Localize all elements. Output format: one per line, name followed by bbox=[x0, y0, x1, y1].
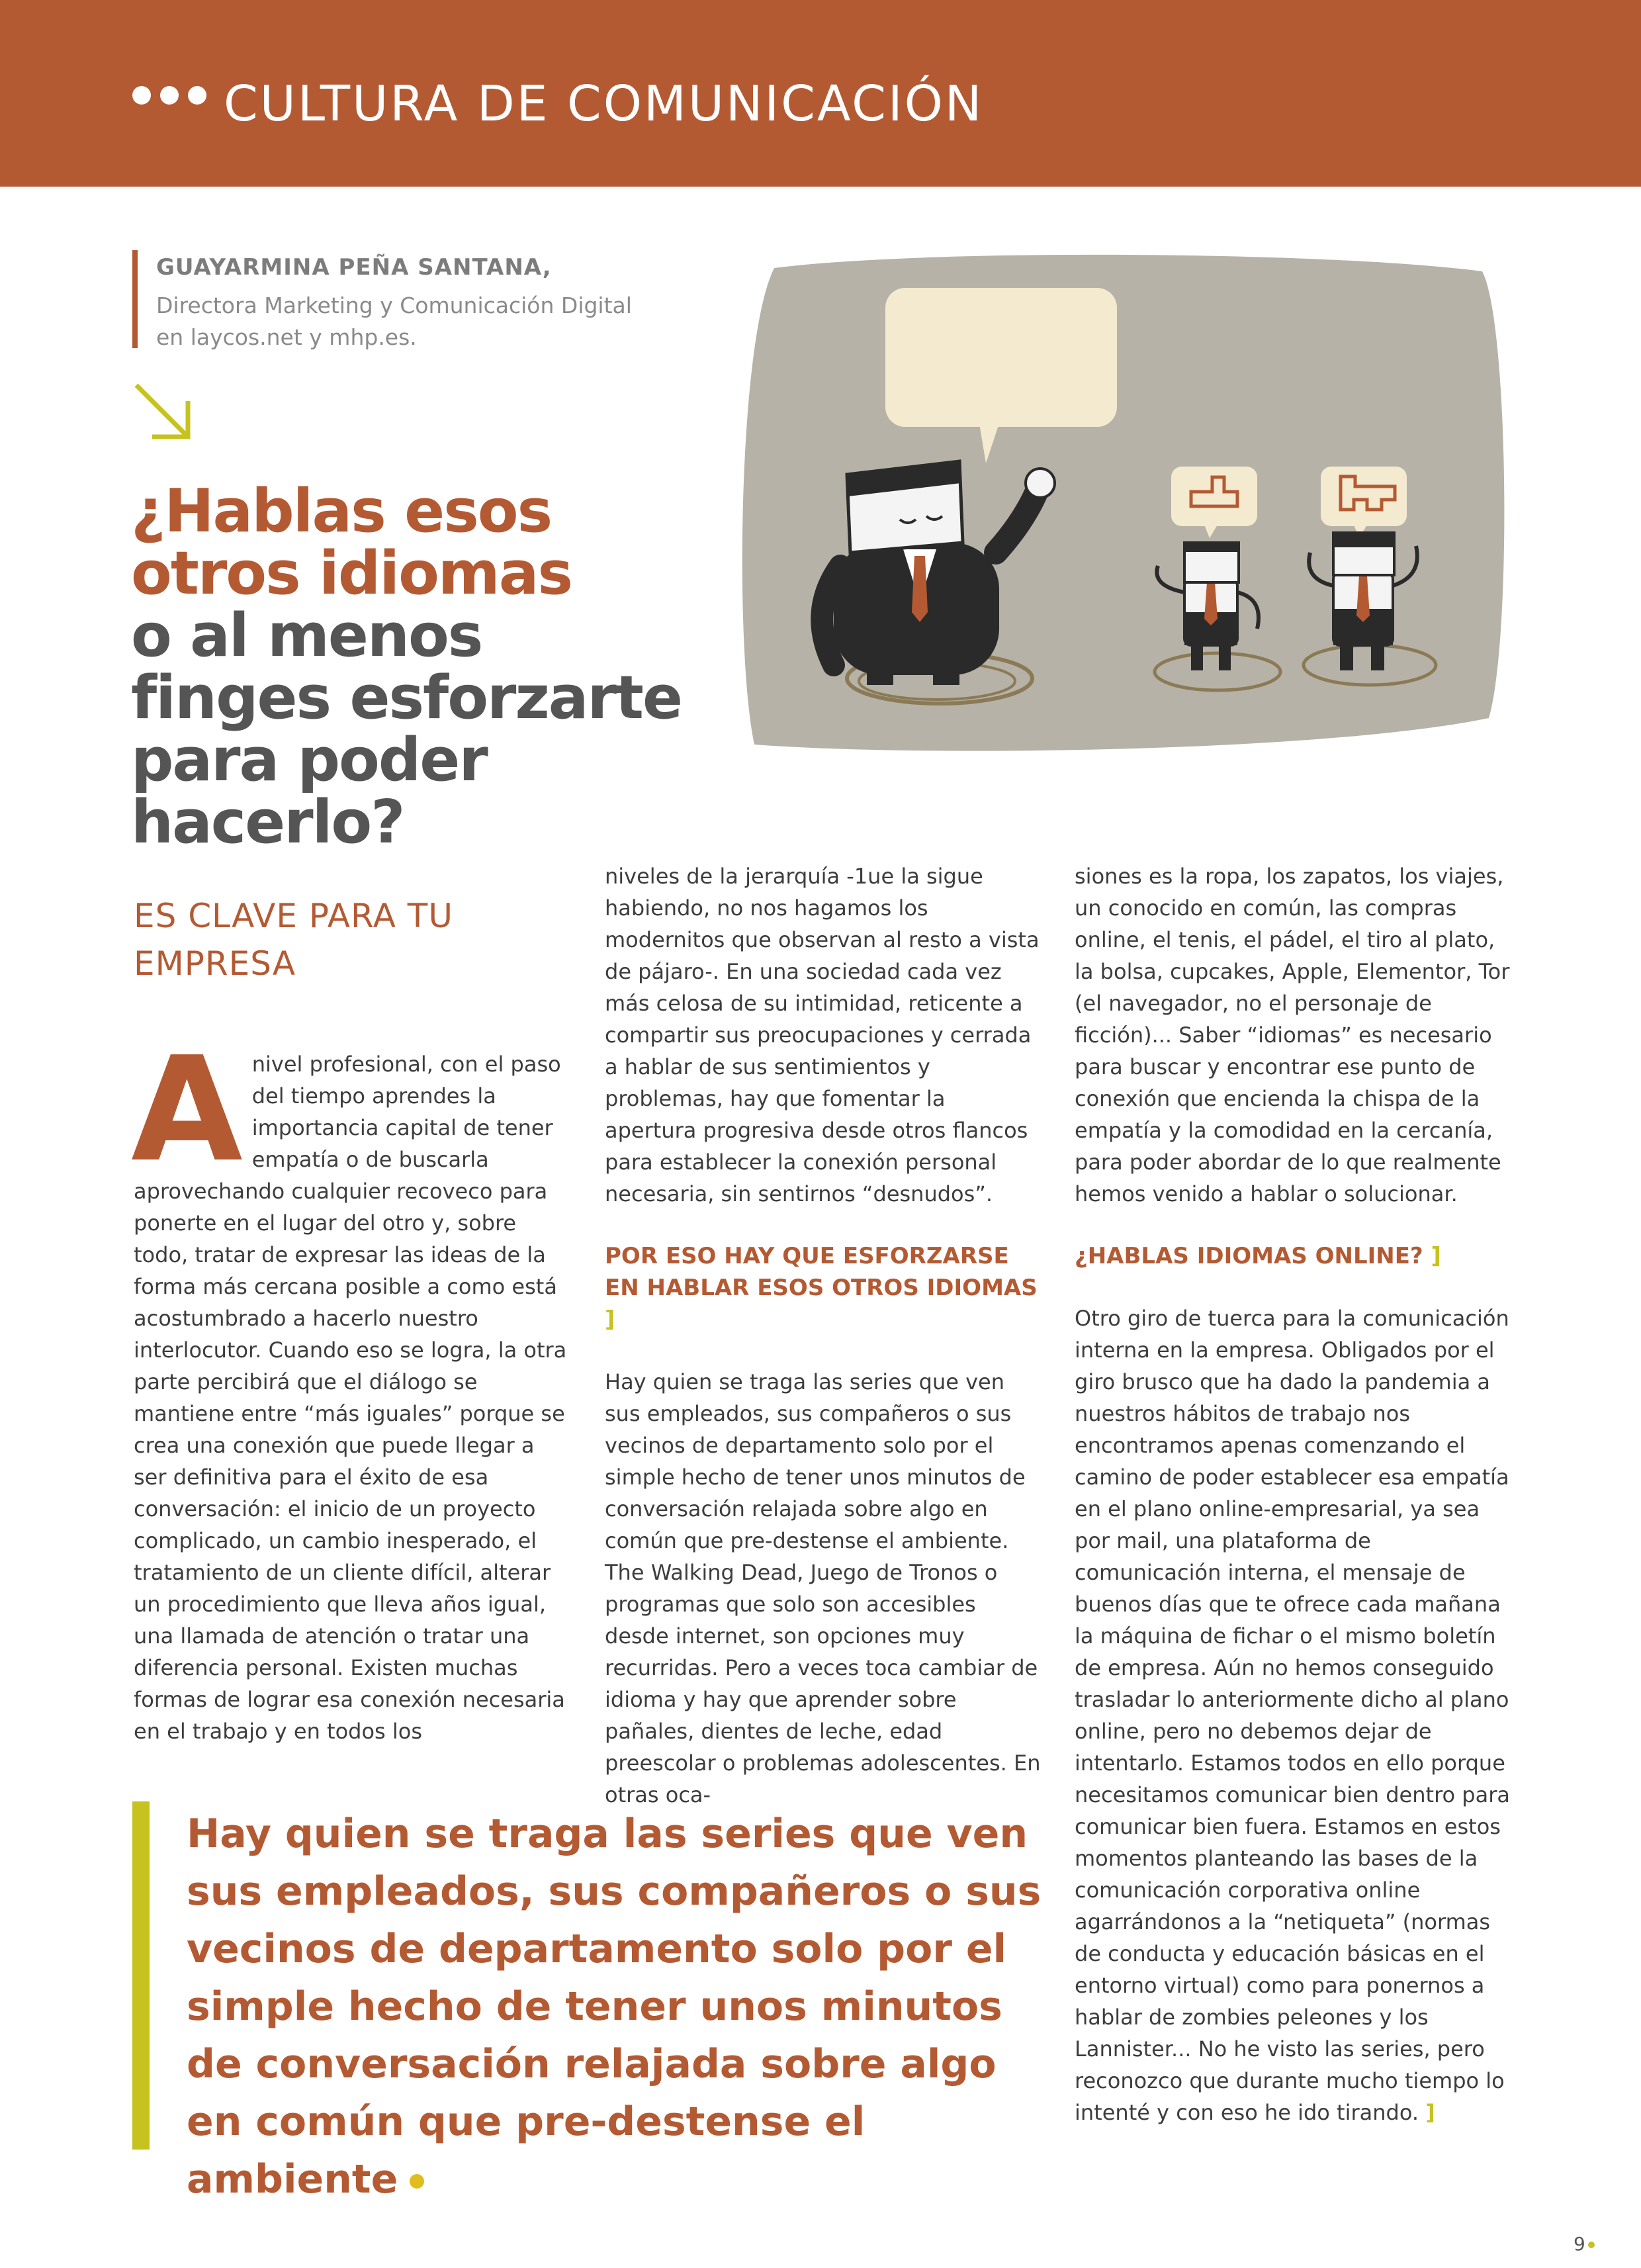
author-role bbox=[156, 290, 659, 353]
body-paragraph: Hay quien se traga las series que ven sus empleados, sus compañeros o sus vecinos de departamento solo por el simple hecho de tener unos minutos de conversación relajada sobre algo en común que pre-destense el ambiente. The Walking Dead, Juego de Tronos o programas que solo son accesibles desde internet, son opciones muy recurridas. Pero a veces toca cambiar de idioma y hay que aprender sobre pañales, dientes de leche, edad preescolar o problemas adolescentes. En otras oca- bbox=[605, 1369, 1041, 1807]
paragraph-text: Otro giro de tuerca para la comunicación interna en la empresa. Obligados por el giro brusco que ha dado la pandemia a nuestros hábitos de trabajo nos encontramos apenas comenzando el camino de poder establecer esa empatía en el plano online-empresarial, ya sea por mail, una plataforma de comunicación interna, el mensaje de buenos días que te ofrece cada mañana la máquina de fichar o el mismo boletín de empresa. Aún no hemos conseguido trasladar lo anteriormente dicho al plano online, pero no debemos dejar de intentarlo. Estamos todos en ello porque necesitamos comunicar bien dentro para comunicar bien fuera. Estamos en estos momentos planteando las bases de la comunicación corporativa online agarrándonos a la “netiqueta” (normas de conducta y educación básicas en el entorno virtual) como para ponernos a hablar de zombies peleones y los Lannister... No he visto las series, pero reconozco que durante mucho tiempo lo intenté y con eso he ido tirando. bbox=[1075, 1306, 1510, 2125]
author-role-line: en laycos.net y mhp.es. bbox=[156, 324, 417, 350]
page-dot bbox=[1588, 2242, 1595, 2248]
body-paragraph: siones es la ropa, los zapatos, los viajes, un conocido en común, las compras online, el tenis, el pádel, el tiro al plato, la bolsa, cupcakes, Apple, Elementor, Tor (el navegador, no el personaje de ficción)... Saber “idiomas” es necesario para buscar y encontrar ese punto de conexión que encienda la chispa de la empatía y la comodidad en la cercanía, para poder abordar de lo que realmente hemos venido a hablar o solucionar. bbox=[1075, 864, 1510, 1206]
author-accent-bar bbox=[132, 250, 138, 348]
pullquote-bar bbox=[132, 1801, 150, 2150]
pullquote-dot bbox=[410, 2174, 424, 2189]
headline-line: hacerlo? bbox=[131, 788, 404, 857]
body-column-3 bbox=[1075, 860, 1511, 2128]
section-header bbox=[0, 0, 1641, 187]
headline-line: para poder bbox=[131, 725, 487, 795]
body-column-1 bbox=[131, 1026, 570, 1747]
headline-line: otros idiomas bbox=[131, 539, 572, 608]
article-subhead: ES CLAVE PARA TU EMPRESA bbox=[134, 897, 453, 983]
body-paragraph bbox=[131, 1026, 570, 1747]
business-people-illustration bbox=[734, 242, 1519, 771]
author-role-line: Directora Marketing y Comunicación Digital bbox=[156, 293, 632, 318]
section-heading bbox=[1075, 1240, 1511, 1272]
body-paragraph: niveles de la jerarquía -1ue la sigue habiendo, no nos hagamos los modernitos que observan al resto a vista de pájaro-. En una sociedad cada vez más celosa de su intimidad, reticente a compartir sus preocupaciones y cerrada a hablar de sus sentimientos y problemas, hay que fomentar la apertura progresiva desde otros flancos para establecer la conexión personal necesaria, sin sentirnos “desnudos”. bbox=[605, 864, 1040, 1206]
section-heading-text: POR ESO HAY QUE ESFORZARSE EN HABLAR ESOS OTROS IDIOMAS bbox=[605, 1243, 1038, 1301]
section-heading bbox=[605, 1240, 1042, 1336]
pullquote bbox=[187, 1805, 1047, 2208]
article-headline bbox=[131, 476, 740, 857]
author-name: GUAYARMINA PEÑA SANTANA, bbox=[156, 254, 552, 281]
drop-cap: A bbox=[131, 1026, 243, 1194]
section-title: CULTURA DE COMUNICACIÓN bbox=[224, 75, 984, 132]
heading-bracket: ] bbox=[1431, 1243, 1442, 1269]
body-paragraph bbox=[1075, 1302, 1511, 2128]
section-heading-text: ¿HABLAS IDIOMAS ONLINE? bbox=[1075, 1243, 1423, 1269]
arrow-down-right-icon bbox=[132, 381, 193, 442]
page-number-text: 9 bbox=[1574, 2233, 1585, 2255]
headline-line: o al menos bbox=[131, 601, 482, 670]
paragraph-text: nivel profesional, con el paso del tiempo aprendes la importancia capital de tener empatía o de buscarla aprovechando cualquier recoveco para ponerte en el lugar del otro y, sobre todo, tratar de expresar las ideas de la forma más cercana posible a como está acostumbrado a hacerlo nuestro interlocutor. Cuando eso se logra, la otra parte percibirá que el diálogo se mantiene entre “más iguales” porque se crea una conexión que puede llegar a ser definitiva para el éxito de esa conversación: el inicio de un proyecto complicado, un cambio inesperado, el tratamiento de un cliente difícil, alterar un procedimiento que lleva años igual, una llamada de atención o tratar una diferencia personal. Existen muchas formas de lograr esa conexión necesaria en el trabajo y en todos los bbox=[134, 1052, 567, 1744]
body-column-2 bbox=[605, 860, 1042, 1811]
headline-line: ¿Hablas esos bbox=[131, 476, 552, 546]
header-dots bbox=[132, 86, 216, 107]
heading-bracket: ] bbox=[605, 1306, 615, 1333]
end-bracket: ] bbox=[1425, 2100, 1435, 2125]
page-number bbox=[1574, 2233, 1595, 2255]
headline-line: finges esforzarte bbox=[131, 663, 682, 733]
pullquote-text: Hay quien se traga las series que ven sus empleados, sus compañeros o sus vecinos de departamento solo por el simple hecho de tener unos minutos de conversación relajada sobre algo en común que pre-destense el ambiente bbox=[187, 1811, 1042, 2202]
